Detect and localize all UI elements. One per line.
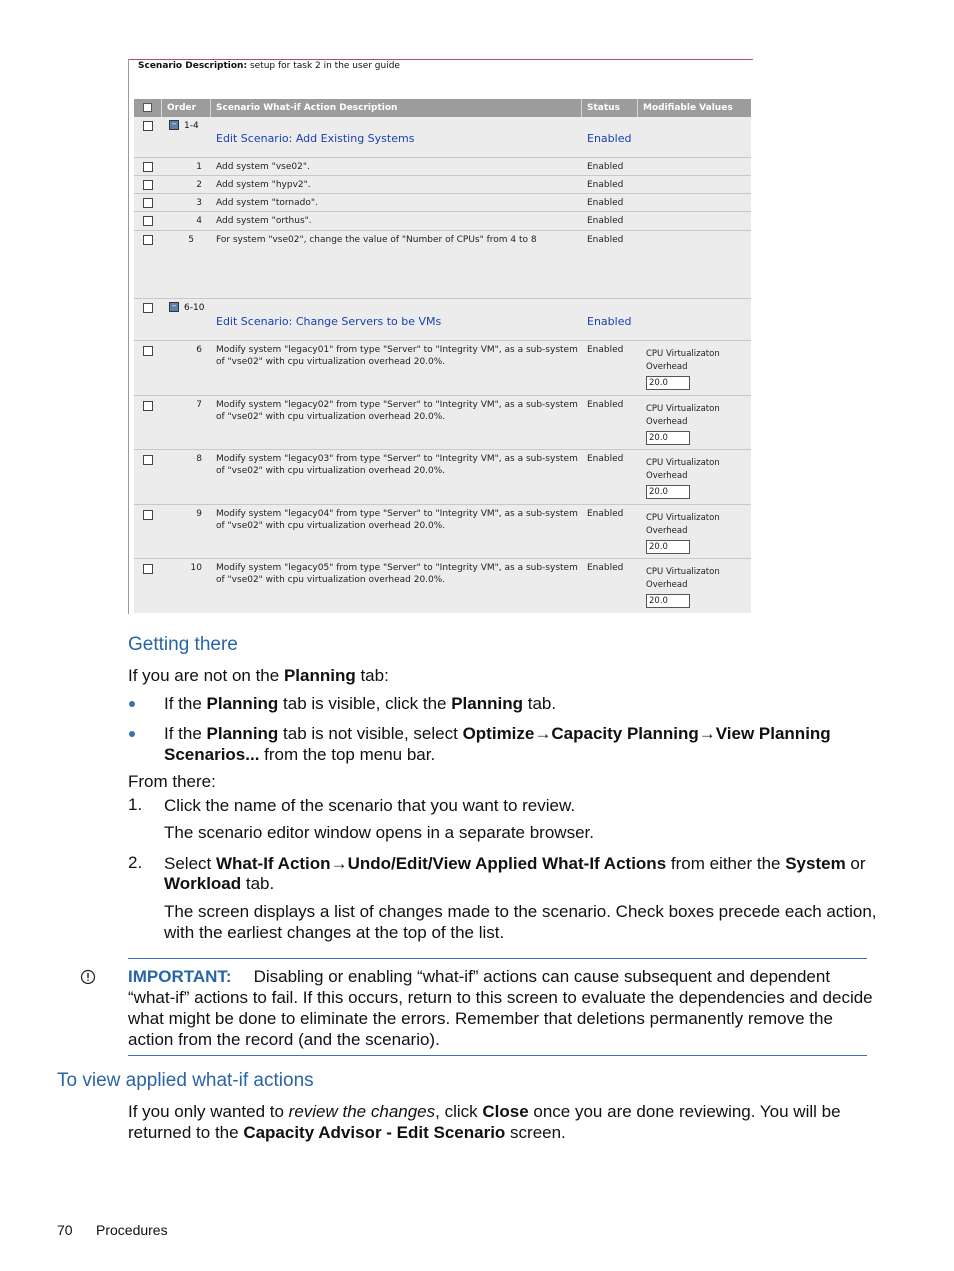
group-row [134, 117, 751, 158]
important-line3: what might be done to eliminate the errors. Remember that deletions permanently remove the [128, 1009, 833, 1028]
table-row: 6 Modify system "legacy01" from type "Server" to "Integrity VM", as a sub-system of "vse02" with cpu virtualization overhead 20.0%. Enabled CPU Virtualizaton Overhead 20.0 [134, 341, 751, 396]
group-title-link[interactable]: Edit Scenario: Add Existing Systems [216, 132, 415, 145]
overhead-input[interactable]: 20.0 [646, 485, 690, 499]
bullet-item-2-line1: If the Planning tab is not visible, select Optimize→Capacity Planning→View Planning [164, 724, 831, 743]
view-applied-heading: To view applied what-if actions [57, 1070, 314, 1091]
row-checkbox[interactable] [143, 564, 153, 574]
page-number: 70 [57, 1222, 73, 1238]
step-1-text: Click the name of the scenario that you want to review. [164, 796, 576, 815]
modifiable-value: CPU Virtualizaton Overhead 20.0 [646, 404, 720, 443]
row-checkbox[interactable] [143, 198, 153, 208]
whatif-actions-grid [134, 99, 751, 613]
modifiable-value: CPU Virtualizaton Overhead 20.0 [646, 513, 720, 552]
bullet-icon [129, 701, 135, 707]
grid-header [134, 99, 751, 117]
row-checkbox[interactable] [143, 346, 153, 356]
col-modifiable-values: Modifiable Values [643, 103, 733, 113]
group-range: 6-10 [184, 303, 205, 313]
important-line2: “what-if” actions to fail. If this occurs, return to this screen to evaluate the dependencies and decide [128, 988, 873, 1007]
table-row: 7 Modify system "legacy02" from type "Server" to "Integrity VM", as a sub-system of "vse02" with cpu virtualization overhead 20.0%. Enabled CPU Virtualizaton Overhead 20.0 [134, 396, 751, 450]
table-row: 9 Modify system "legacy04" from type "Server" to "Integrity VM", as a sub-system of "vse02" with cpu virtualization overhead 20.0%. Enabled CPU Virtualizaton Overhead 20.0 [134, 505, 751, 559]
table-row: 4 Add system "orthus". Enabled [134, 212, 751, 231]
row-checkbox[interactable] [143, 235, 153, 245]
table-row: 10 Modify system "legacy05" from type "Server" to "Integrity VM", as a sub-system of "vse02" with cpu virtualization overhead 20.0%. Enabled CPU Virtualizaton Overhead 20.0 [134, 559, 751, 613]
step-1-note: The scenario editor window opens in a separate browser. [164, 823, 594, 842]
table-row: 8 Modify system "legacy03" from type "Server" to "Integrity VM", as a sub-system of "vse02" with cpu virtualization overhead 20.0%. Enabled CPU Virtualizaton Overhead 20.0 [134, 450, 751, 505]
row-checkbox[interactable] [143, 510, 153, 520]
group-status: Enabled [587, 315, 632, 328]
collapse-icon[interactable]: – [169, 120, 179, 130]
group-row [134, 299, 751, 341]
row-checkbox[interactable] [143, 401, 153, 411]
bullet-item-2-line2: Scenarios... from the top menu bar. [164, 745, 436, 764]
important-top-rule [128, 958, 867, 959]
group-checkbox[interactable] [143, 121, 153, 131]
step-2-line1: Select What-If Action→Undo/Edit/View Applied What-If Actions from either the System or [164, 854, 866, 873]
group-range: 1-4 [184, 121, 199, 131]
group-status: Enabled [587, 132, 632, 145]
group-title-link[interactable]: Edit Scenario: Change Servers to be VMs [216, 315, 442, 328]
step-2-note-line2: with the earliest changes at the top of the list. [164, 923, 505, 942]
important-label: IMPORTANT: [128, 967, 232, 986]
row-checkbox[interactable] [143, 180, 153, 190]
view-applied-line1: If you only wanted to review the changes, click Close once you are done reviewing. You will be [128, 1102, 841, 1121]
modifiable-value: CPU Virtualizaton Overhead 20.0 [646, 349, 720, 388]
row-checkbox[interactable] [143, 216, 153, 226]
important-icon [80, 969, 96, 985]
from-there: From there: [128, 772, 216, 791]
overhead-input[interactable]: 20.0 [646, 431, 690, 445]
row-checkbox[interactable] [143, 455, 153, 465]
step-2-note-line1: The screen displays a list of changes made to the scenario. Check boxes precede each action, [164, 902, 877, 921]
intro-paragraph: If you are not on the Planning tab: [128, 666, 389, 685]
table-row: 3 Add system "tornado". Enabled [134, 194, 751, 212]
modifiable-value: CPU Virtualizaton Overhead 20.0 [646, 567, 720, 606]
figure-top-border [129, 59, 753, 60]
getting-there-heading: Getting there [128, 634, 238, 655]
table-row: 1 Add system "vse02". Enabled [134, 158, 751, 176]
overhead-input[interactable]: 20.0 [646, 376, 690, 390]
view-applied-line2: returned to the Capacity Advisor - Edit Scenario screen. [128, 1123, 566, 1142]
overhead-input[interactable]: 20.0 [646, 540, 690, 554]
scenario-screenshot [128, 59, 752, 614]
important-bottom-rule [128, 1055, 867, 1056]
row-checkbox[interactable] [143, 162, 153, 172]
col-order: Order [167, 103, 197, 113]
step-2-line2: Workload tab. [164, 874, 275, 893]
modifiable-value: CPU Virtualizaton Overhead 20.0 [646, 458, 720, 497]
bullet-icon [129, 731, 135, 737]
footer-section: Procedures [96, 1222, 168, 1238]
col-status: Status [587, 103, 620, 113]
important-line4: action from the record (and the scenario). [128, 1030, 440, 1049]
important-line1: IMPORTANT: Disabling or enabling “what-if” actions can cause subsequent and dependent [128, 967, 831, 986]
step-1-number: 1. [128, 795, 143, 814]
select-all-checkbox[interactable] [143, 103, 152, 112]
overhead-input[interactable]: 20.0 [646, 594, 690, 608]
collapse-icon[interactable]: – [169, 302, 179, 312]
table-row: 5 For system "vse02", change the value of "Number of CPUs" from 4 to 8 Enabled [134, 231, 751, 299]
scenario-description: Scenario Description: setup for task 2 in the user guide [138, 61, 400, 71]
group-checkbox[interactable] [143, 303, 153, 313]
col-description: Scenario What-if Action Description [216, 103, 398, 113]
step-2-number: 2. [128, 853, 143, 872]
table-row: 2 Add system "hypv2". Enabled [134, 176, 751, 194]
bullet-item-1: If the Planning tab is visible, click the Planning tab. [164, 694, 557, 713]
